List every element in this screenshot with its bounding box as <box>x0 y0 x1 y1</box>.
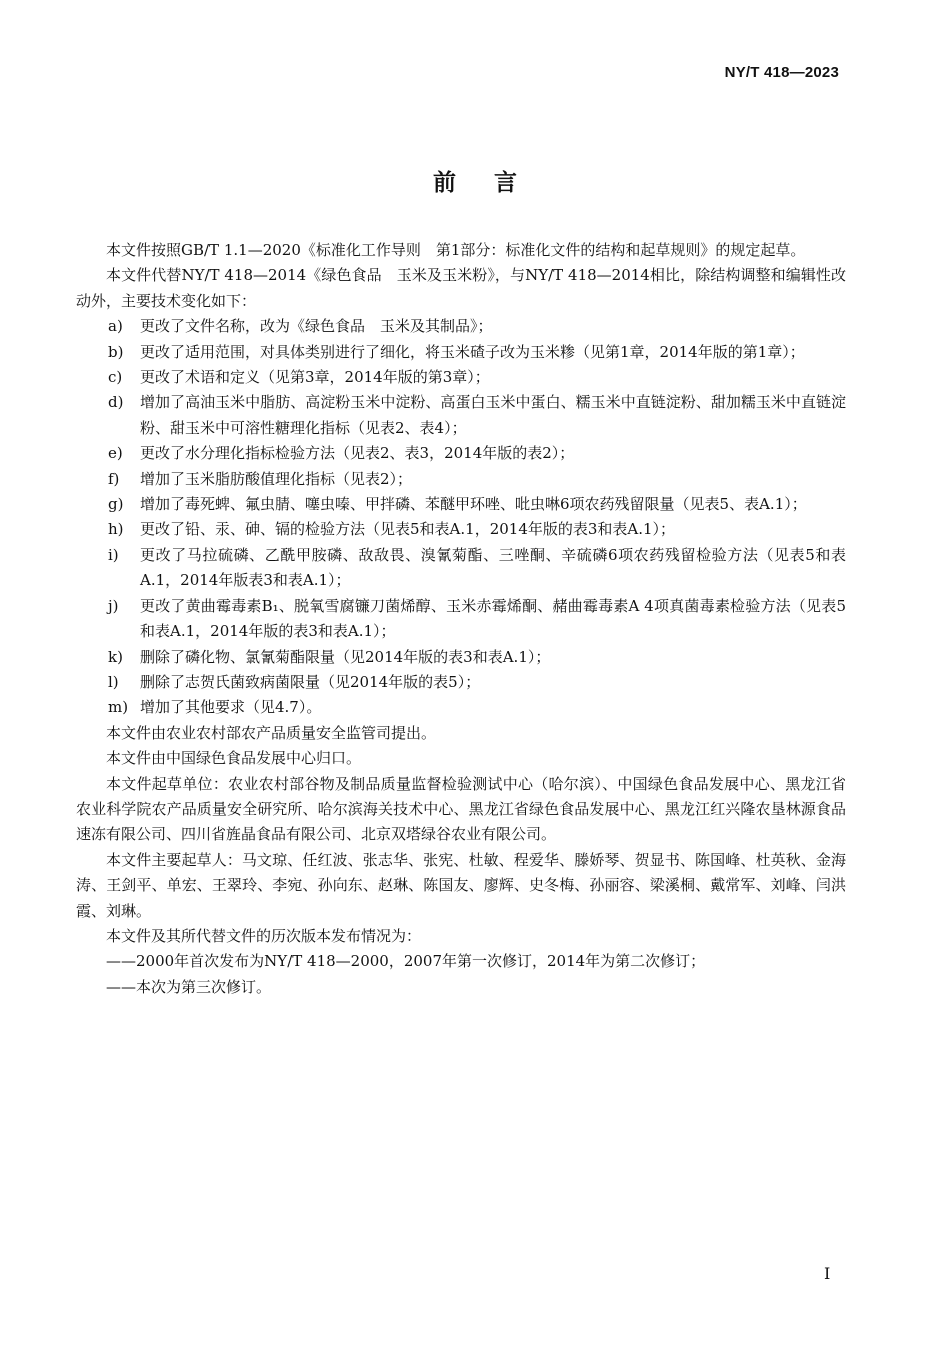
administrator-paragraph: 本文件由中国绿色食品发展中心归口。 <box>106 749 362 768</box>
change-item <box>76 670 846 695</box>
change-text: 增加了毒死蜱、氟虫腈、噻虫嗪、甲拌磷、苯醚甲环唑、吡虫啉6项农药残留限量（见表5、表A.1）； <box>140 495 807 514</box>
change-item <box>76 441 846 466</box>
change-item <box>76 594 846 645</box>
intro-paragraph-1: 本文件按照GB/T 1.1—2020《标准化工作导则 第1部分：标准化文件的结构和起草规则》的规定起草。 <box>106 241 806 259</box>
list-marker: e) <box>108 444 123 463</box>
change-text: 删除了志贺氏菌致病菌限量（见2014年版的表5）； <box>140 672 481 691</box>
change-text: 更改了黄曲霉毒素B₁、脱氧雪腐镰刀菌烯醇、玉米赤霉烯酮、赭曲霉毒素A 4项真菌毒素检验方法（见表5和表A.1，2014年版的表3和表A.1）； <box>140 596 846 641</box>
change-item <box>76 314 846 339</box>
change-item <box>76 695 846 720</box>
page-title: 前言 <box>433 170 555 196</box>
change-item <box>76 365 846 390</box>
change-text: 增加了玉米脂肪酸值理化指标（见表2）； <box>140 469 413 488</box>
change-item <box>76 467 846 492</box>
list-marker: a) <box>108 317 123 336</box>
history-item: ——本次为第三次修订。 <box>106 977 272 996</box>
page-number: I <box>824 1264 831 1283</box>
list-marker: i) <box>108 545 119 564</box>
change-text: 更改了水分理化指标检验方法（见表2、表3，2014年版的表2）； <box>140 444 575 463</box>
intro-paragraph-2: 本文件代替NY/T 418—2014《绿色食品 玉米及玉米粉》，与NY/T 418—2014相比，除结构调整和编辑性改动外，主要技术变化如下： <box>76 266 846 310</box>
change-text: 删除了磷化物、氯氰菊酯限量（见2014年版的表3和表A.1）； <box>140 647 551 666</box>
change-item <box>76 390 846 441</box>
change-text: 更改了术语和定义（见第3章，2014年版的第3章）； <box>140 368 490 387</box>
technical-changes-list <box>76 314 846 721</box>
list-marker: l) <box>108 672 119 691</box>
change-text: 更改了适用范围，对具体类别进行了细化，将玉米碴子改为玉米糁（见第1章，2014年版的第1章）； <box>140 342 805 361</box>
change-item <box>76 340 846 365</box>
change-text: 更改了文件名称，改为《绿色食品 玉米及其制品》； <box>140 317 493 336</box>
change-text: 更改了铅、汞、砷、镉的检验方法（见表5和表A.1，2014年版的表3和表A.1）； <box>140 520 676 539</box>
change-item <box>76 492 846 517</box>
list-marker: j) <box>108 596 119 615</box>
list-marker: m) <box>108 698 129 717</box>
proposer-paragraph: 本文件由农业农村部农产品质量安全监管司提出。 <box>106 723 437 742</box>
list-marker: d) <box>108 393 124 412</box>
history-item: ——2000年首次发布为NY/T 418—2000，2007年第一次修订，2014年为第二次修订； <box>106 952 706 971</box>
change-text: 增加了其他要求（见4.7）。 <box>140 698 322 717</box>
version-history-intro: 本文件及其所代替文件的历次版本发布情况为： <box>106 926 422 945</box>
change-item <box>76 645 846 670</box>
list-marker: g) <box>108 495 124 514</box>
drafters-paragraph: 本文件主要起草人：马文琼、任红波、张志华、张宪、杜敏、程爱华、滕娇琴、贺显书、陈国峰、杜英秋、金海涛、王剑平、单宏、王翠玲、李宛、孙向东、赵琳、陈国友、廖辉、史冬梅、孙丽容、梁溪桐、戴常军、刘峰、闫洪霞、刘琳。 <box>76 850 846 920</box>
change-item <box>76 543 846 594</box>
list-marker: h) <box>108 520 124 539</box>
list-marker: b) <box>108 342 124 361</box>
change-text: 增加了高油玉米中脂肪、高淀粉玉米中淀粉、高蛋白玉米中蛋白、糯玉米中直链淀粉、甜加糯玉米中直链淀粉、甜玉米中可溶性糖理化指标（见表2、表4）； <box>140 393 846 437</box>
drafting-units-paragraph: 本文件起草单位：农业农村部谷物及制品质量监督检验测试中心（哈尔滨）、中国绿色食品发展中心、黑龙江省农业科学院农产品质量安全研究所、哈尔滨海关技术中心、黑龙江省绿色食品发展中心、黑龙江红兴隆农垦林源食品速冻有限公司、四川省旌晶食品有限公司、北京双塔绿谷农业有限公司。 <box>76 774 846 844</box>
change-item <box>76 517 846 542</box>
change-text: 更改了马拉硫磷、乙酰甲胺磷、敌敌畏、溴氰菊酯、三唑酮、辛硫磷6项农药残留检验方法（见表5和表A.1，2014年版表3和表A.1）； <box>140 545 846 590</box>
document-body <box>76 238 846 1000</box>
list-marker: c) <box>108 368 123 387</box>
list-marker: k) <box>108 647 123 666</box>
standard-number: NY/T 418—2023 <box>724 64 839 81</box>
list-marker: f) <box>108 469 120 488</box>
